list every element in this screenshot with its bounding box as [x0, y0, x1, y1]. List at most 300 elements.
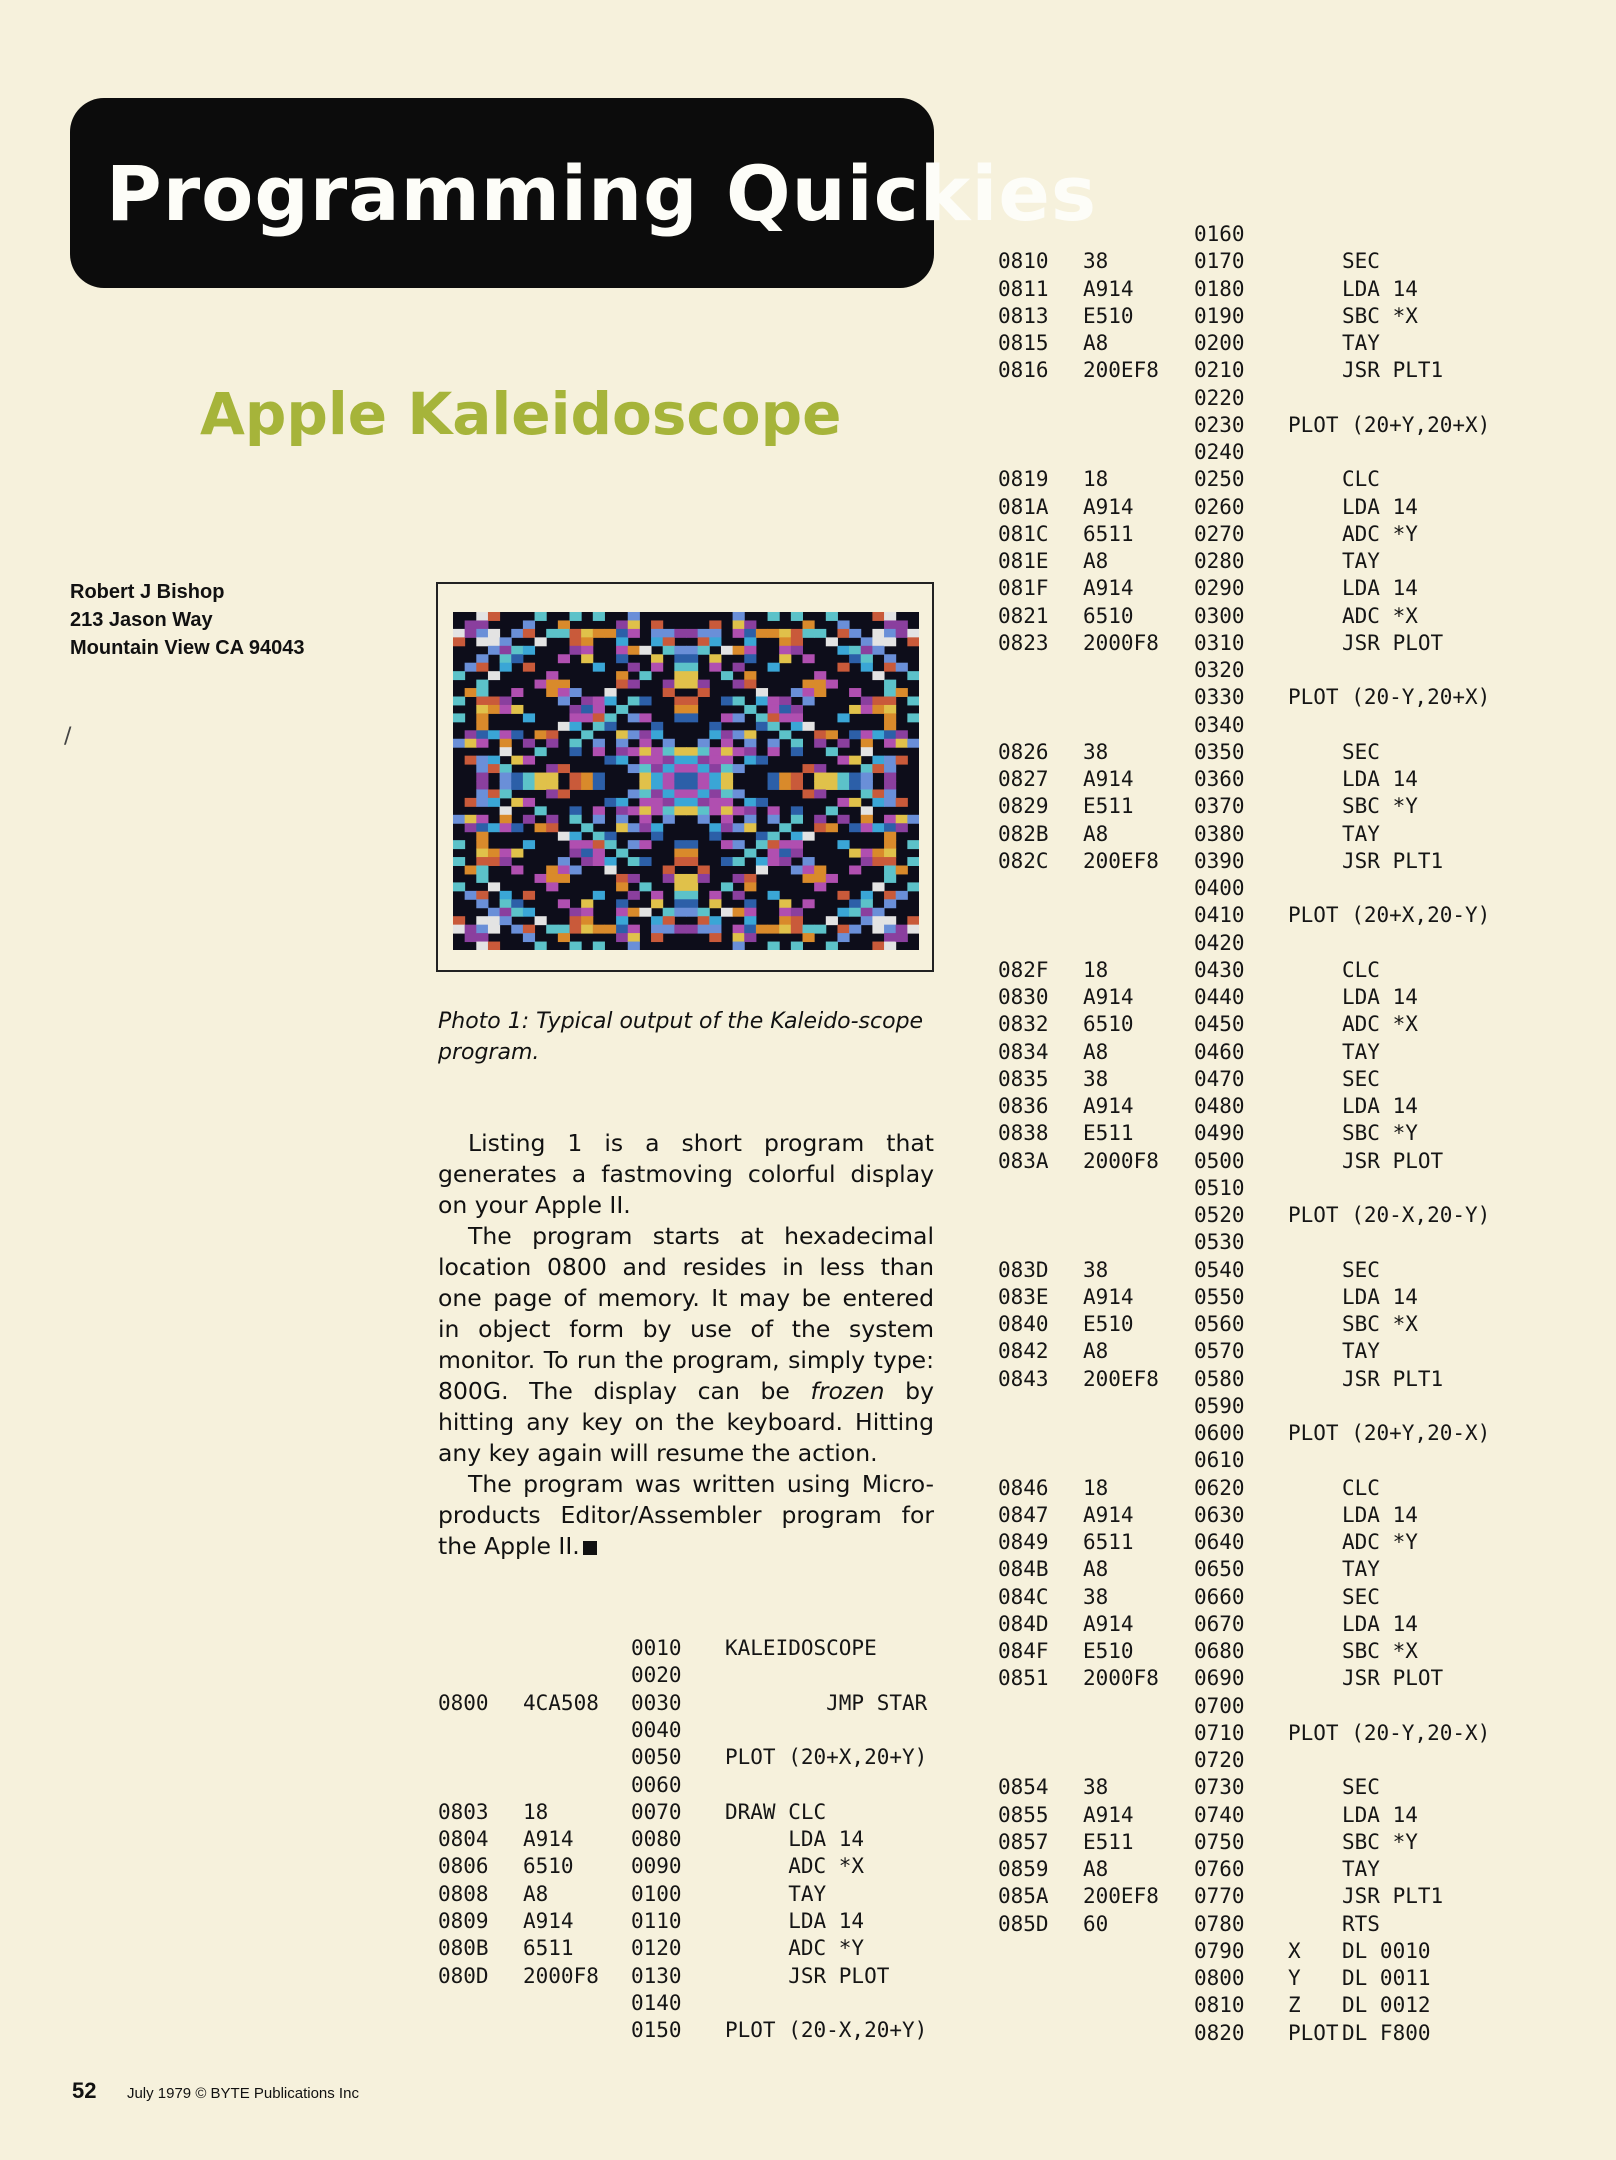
mosaic-tile: [872, 908, 884, 917]
listing-source: PLOT (20-X,20+Y): [725, 2018, 928, 2043]
mosaic-tile: [476, 739, 488, 748]
mosaic-tile: [593, 629, 605, 638]
mosaic-tile: [558, 688, 570, 697]
listing-object-code: A914: [1083, 1802, 1134, 1827]
mosaic-tile: [884, 730, 896, 739]
mosaic-tile: [616, 756, 628, 765]
mosaic-tile: [849, 654, 861, 663]
mosaic-tile: [744, 925, 756, 934]
mosaic-tile: [849, 688, 861, 697]
mosaic-tile: [826, 781, 838, 790]
mosaic-tile: [593, 612, 605, 621]
mosaic-tile: [651, 620, 663, 629]
mosaic-tile: [616, 874, 628, 883]
mosaic-tile: [721, 882, 733, 891]
mosaic-tile: [604, 866, 616, 875]
mosaic-tile: [523, 798, 535, 807]
mosaic-tile: [884, 925, 896, 934]
mosaic-tile: [826, 823, 838, 832]
mosaic-tile: [698, 680, 710, 689]
listing-line-number: 0720: [1194, 1748, 1245, 1772]
mosaic-tile: [884, 857, 896, 866]
mosaic-tile: [628, 697, 640, 706]
listing-label: PLOT: [1288, 2020, 1339, 2045]
mosaic-tile: [861, 806, 873, 815]
mosaic-tile: [535, 773, 547, 782]
listing-line-number: 0770: [1194, 1884, 1245, 1909]
mosaic-tile: [721, 756, 733, 765]
mosaic-tile: [803, 832, 815, 841]
listing-line-number: 0470: [1194, 1066, 1245, 1091]
mosaic-tile: [768, 663, 780, 672]
mosaic-tile: [639, 815, 651, 824]
mosaic-tile: [663, 781, 675, 790]
mosaic-tile: [896, 730, 908, 739]
mosaic-tile: [884, 798, 896, 807]
listing-address: 0830: [998, 985, 1049, 1009]
listing-source: CLC: [1342, 1475, 1380, 1500]
mosaic-tile: [709, 916, 721, 925]
mosaic-tile: [721, 806, 733, 815]
mosaic-tile: [698, 866, 710, 875]
listing-line-number: 0120: [631, 1936, 682, 1961]
mosaic-tile: [604, 629, 616, 638]
mosaic-tile: [465, 756, 477, 765]
mosaic-tile: [581, 654, 593, 663]
mosaic-tile: [896, 815, 908, 824]
mosaic-tile: [546, 882, 558, 891]
mosaic-tile: [476, 713, 488, 722]
mosaic-tile: [535, 806, 547, 815]
mosaic-tile: [581, 781, 593, 790]
listing-line-number: 0260: [1194, 494, 1245, 519]
mosaic-tile: [628, 730, 640, 739]
listing-address: 081E: [998, 549, 1049, 573]
listing-address: 0855: [998, 1802, 1049, 1827]
mosaic-tile: [453, 637, 465, 646]
mosaic-tile: [500, 899, 512, 908]
mosaic-tile: [814, 925, 826, 934]
mosaic-tile: [733, 747, 745, 756]
listing-line-number: 0030: [631, 1690, 682, 1715]
listing-address: 083E: [998, 1284, 1049, 1309]
mosaic-tile: [500, 705, 512, 714]
listing-source: LDA 14: [1342, 1611, 1418, 1636]
mosaic-tile: [546, 781, 558, 790]
mosaic-tile: [663, 773, 675, 782]
mosaic-tile: [803, 866, 815, 875]
mosaic-tile: [581, 773, 593, 782]
listing-line-number: 0590: [1194, 1393, 1245, 1418]
mosaic-tile: [616, 933, 628, 942]
listing-line-number: 0580: [1194, 1366, 1245, 1391]
mosaic-tile: [651, 823, 663, 832]
mosaic-tile: [651, 832, 663, 841]
listing-address: 0843: [998, 1366, 1049, 1391]
listing-address: 081C: [998, 521, 1049, 546]
mosaic-tile: [698, 908, 710, 917]
listing-source: PLOT (20+X,20+Y): [725, 1745, 928, 1770]
mosaic-tile: [896, 866, 908, 875]
listing-line-number: 0630: [1194, 1502, 1245, 1527]
mosaic-tile: [570, 747, 582, 756]
mosaic-tile: [558, 620, 570, 629]
listing-source: SEC: [1342, 1775, 1380, 1800]
mosaic-tile: [721, 857, 733, 866]
listing-line-number: 0680: [1194, 1639, 1245, 1663]
mosaic-tile: [709, 781, 721, 790]
mosaic-tile: [628, 891, 640, 900]
mosaic-tile: [686, 654, 698, 663]
mosaic-tile: [756, 925, 768, 934]
mosaic-tile: [639, 739, 651, 748]
mosaic-tile: [488, 637, 500, 646]
listing-label: Z: [1288, 1993, 1301, 2018]
mosaic-tile: [628, 620, 640, 629]
mosaic-tile: [709, 756, 721, 765]
mosaic-tile: [535, 916, 547, 925]
mosaic-tile: [476, 866, 488, 875]
listing-object-code: E510: [1083, 1639, 1134, 1663]
mosaic-tile: [849, 705, 861, 714]
mosaic-tile: [663, 806, 675, 815]
mosaic-tile: [884, 713, 896, 722]
mosaic-tile: [861, 646, 873, 655]
mosaic-tile: [593, 722, 605, 731]
listing-line-number: 0600: [1194, 1421, 1245, 1445]
listing-line-number: 0510: [1194, 1175, 1245, 1200]
mosaic-tile: [558, 764, 570, 773]
mosaic-tile: [721, 823, 733, 832]
author-street: 213 Jason Way: [70, 609, 213, 631]
mosaic-tile: [651, 747, 663, 756]
mosaic-tile: [663, 688, 675, 697]
listing-line-number: 0060: [631, 1772, 682, 1797]
mosaic-tile: [709, 764, 721, 773]
mosaic-tile: [686, 899, 698, 908]
listing-object-code: A914: [1083, 576, 1134, 601]
mosaic-tile: [558, 874, 570, 883]
mosaic-tile: [814, 680, 826, 689]
mosaic-tile: [546, 925, 558, 934]
mosaic-tile: [733, 908, 745, 917]
listing-label: PLOT (20+Y,20-X): [1288, 1421, 1491, 1445]
mosaic-tile: [593, 747, 605, 756]
mosaic-tile: [896, 925, 908, 934]
mosaic-tile: [744, 671, 756, 680]
mosaic-tile: [558, 680, 570, 689]
mosaic-tile: [814, 629, 826, 638]
listing-line-number: 0070: [631, 1799, 682, 1824]
mosaic-tile: [849, 629, 861, 638]
mosaic-tile: [511, 899, 523, 908]
mosaic-tile: [476, 832, 488, 841]
mosaic-tile: [768, 705, 780, 714]
mosaic-tile: [616, 637, 628, 646]
mosaic-tile: [698, 806, 710, 815]
listing-line-number: 0500: [1194, 1148, 1245, 1173]
mosaic-tile: [511, 866, 523, 875]
listing-line-number: 0100: [631, 1881, 682, 1906]
mosaic-tile: [733, 789, 745, 798]
mosaic-tile: [476, 629, 488, 638]
listing-address: 0800: [438, 1690, 489, 1715]
mosaic-tile: [814, 764, 826, 773]
mosaic-tile: [861, 908, 873, 917]
mosaic-tile: [744, 646, 756, 655]
mosaic-tile: [803, 925, 815, 934]
mosaic-tile: [616, 815, 628, 824]
listing-line-number: 0020: [631, 1663, 682, 1688]
listing-source: SBC *Y: [1342, 794, 1418, 819]
mosaic-tile: [616, 620, 628, 629]
mosaic-tile: [488, 789, 500, 798]
mosaic-tile: [884, 789, 896, 798]
mosaic-tile: [756, 832, 768, 841]
mosaic-tile: [651, 899, 663, 908]
mosaic-tile: [570, 688, 582, 697]
mosaic-tile: [768, 773, 780, 782]
mosaic-tile: [756, 722, 768, 731]
listing-line-number: 0180: [1194, 276, 1245, 301]
listing-line-number: 0090: [631, 1854, 682, 1879]
mosaic-tile: [511, 908, 523, 917]
listing-label: PLOT (20-Y,20-X): [1288, 1720, 1491, 1745]
listing-source: JSR PLT1: [1342, 1884, 1444, 1909]
listing-line-number: 0050: [631, 1745, 682, 1770]
mosaic-tile: [826, 806, 838, 815]
listing-line-number: 0040: [631, 1717, 682, 1742]
mosaic-tile: [651, 773, 663, 782]
mosaic-tile: [733, 620, 745, 629]
mosaic-tile: [884, 874, 896, 883]
mosaic-tile: [896, 891, 908, 900]
mosaic-tile: [861, 823, 873, 832]
mosaic-tile: [837, 815, 849, 824]
mosaic-tile: [593, 713, 605, 722]
mosaic-tile: [686, 646, 698, 655]
mosaic-tile: [570, 840, 582, 849]
mosaic-tile: [791, 908, 803, 917]
mosaic-tile: [698, 764, 710, 773]
mosaic-tile: [744, 756, 756, 765]
listing-object-code: A914: [1083, 494, 1134, 519]
mosaic-tile: [837, 798, 849, 807]
mosaic-tile: [511, 925, 523, 934]
mosaic-tile: [733, 680, 745, 689]
mosaic-tile: [628, 680, 640, 689]
mosaic-tile: [849, 730, 861, 739]
footer-text: July 1979 © BYTE Publications Inc: [126, 2085, 359, 2102]
mosaic-tile: [674, 798, 686, 807]
listing-source: TAY: [1342, 549, 1380, 573]
mosaic-tile: [511, 629, 523, 638]
mosaic-tile: [709, 722, 721, 731]
listing-line-number: 0220: [1194, 385, 1245, 410]
mosaic-tile: [476, 874, 488, 883]
mosaic-tile: [791, 688, 803, 697]
mosaic-tile: [558, 629, 570, 638]
listing-line-number: 0210: [1194, 358, 1245, 383]
mosaic-tile: [500, 781, 512, 790]
mosaic-tile: [628, 942, 640, 950]
mosaic-tile: [651, 925, 663, 934]
listing-line-number: 0320: [1194, 658, 1245, 682]
listing-object-code: A914: [1083, 767, 1134, 791]
listing-source: LDA 14: [1342, 576, 1418, 601]
mosaic-tile: [709, 891, 721, 900]
mosaic-tile: [744, 806, 756, 815]
listing-line-number: 0690: [1194, 1666, 1245, 1691]
mosaic-tile: [570, 646, 582, 655]
mosaic-tile: [896, 688, 908, 697]
mosaic-tile: [476, 637, 488, 646]
mosaic-tile: [616, 849, 628, 858]
listing-object-code: 18: [1083, 1475, 1109, 1500]
mosaic-tile: [837, 646, 849, 655]
mosaic-tile: [686, 806, 698, 815]
mosaic-tile: [721, 747, 733, 756]
listing-address: 0810: [998, 249, 1049, 274]
mosaic-tile: [581, 857, 593, 866]
mosaic-tile: [465, 739, 477, 748]
mosaic-tile: [465, 933, 477, 942]
mosaic-tile: [826, 916, 838, 925]
listing-line-number: 0440: [1194, 985, 1245, 1009]
mosaic-tile: [756, 629, 768, 638]
mosaic-tile: [861, 773, 873, 782]
mosaic-tile: [453, 925, 465, 934]
listing-object-code: 38: [1083, 739, 1109, 764]
mosaic-tile: [709, 899, 721, 908]
mosaic-tile: [744, 815, 756, 824]
mosaic-tile: [663, 866, 675, 875]
listing-source: TAY: [725, 1881, 827, 1906]
mosaic-tile: [523, 933, 535, 942]
mosaic-tile: [826, 874, 838, 883]
mosaic-tile: [779, 773, 791, 782]
mosaic-tile: [511, 705, 523, 714]
mosaic-tile: [861, 815, 873, 824]
mosaic-tile: [476, 823, 488, 832]
mosaic-tile: [733, 806, 745, 815]
listing-line-number: 0420: [1194, 930, 1245, 955]
listing-line-number: 0350: [1194, 739, 1245, 764]
listing-object-code: 6510: [523, 1854, 574, 1879]
mosaic-tile: [663, 756, 675, 765]
mosaic-tile: [849, 781, 861, 790]
mosaic-tile: [663, 789, 675, 798]
listing-address: 0804: [438, 1827, 489, 1852]
mosaic-tile: [558, 832, 570, 841]
mosaic-tile: [779, 916, 791, 925]
mosaic-tile: [674, 654, 686, 663]
mosaic-tile: [768, 806, 780, 815]
listing-line-number: 0300: [1194, 603, 1245, 628]
listing-source: SBC *Y: [1342, 1829, 1418, 1854]
listing-object-code: 6511: [523, 1936, 574, 1961]
listing-line-number: 0270: [1194, 521, 1245, 546]
listing-line-number: 0160: [1194, 222, 1245, 246]
mosaic-tile: [849, 646, 861, 655]
listing-line-number: 0640: [1194, 1530, 1245, 1554]
mosaic-tile: [500, 815, 512, 824]
mosaic-tile: [837, 663, 849, 672]
mosaic-tile: [546, 866, 558, 875]
mosaic-tile: [686, 713, 698, 722]
mosaic-tile: [884, 849, 896, 858]
mosaic-tile: [570, 781, 582, 790]
listing-line-number: 0140: [631, 1990, 682, 2015]
mosaic-tile: [523, 840, 535, 849]
mosaic-tile: [674, 713, 686, 722]
mosaic-tile: [488, 916, 500, 925]
mosaic-tile: [686, 663, 698, 672]
listing-source: SBC *X: [1342, 303, 1418, 328]
mosaic-tile: [616, 705, 628, 714]
listing-line-number: 0370: [1194, 794, 1245, 819]
mosaic-tile: [674, 747, 686, 756]
mosaic-tile: [604, 697, 616, 706]
mosaic-tile: [616, 916, 628, 925]
mosaic-tile: [581, 916, 593, 925]
mosaic-tile: [907, 713, 919, 722]
mosaic-tile: [872, 823, 884, 832]
listing-line-number: 0810: [1194, 1993, 1245, 2018]
mosaic-tile: [616, 908, 628, 917]
mosaic-tile: [639, 756, 651, 765]
listing-line-number: 0080: [631, 1827, 682, 1852]
listing-address: 082C: [998, 848, 1049, 873]
mosaic-tile: [849, 756, 861, 765]
listing-object-code: 60: [1083, 1911, 1109, 1936]
mosaic-tile: [465, 629, 477, 638]
mosaic-tile: [535, 781, 547, 790]
mosaic-tile: [907, 840, 919, 849]
mosaic-tile: [465, 688, 477, 697]
listing-source: TAY: [1342, 331, 1380, 355]
mosaic-tile: [884, 629, 896, 638]
listing-line-number: 0130: [631, 1963, 682, 1988]
mosaic-tile: [500, 646, 512, 655]
listing-source: TAY: [1342, 1039, 1380, 1064]
mosaic-tile: [674, 908, 686, 917]
listing-line-number: 0520: [1194, 1203, 1245, 1227]
mosaic-tile: [721, 773, 733, 782]
mosaic-tile: [663, 739, 675, 748]
listing-object-code: A914: [1083, 1502, 1134, 1527]
mosaic-tile: [744, 654, 756, 663]
mosaic-tile: [768, 891, 780, 900]
listing-source: DL 0012: [1342, 1993, 1431, 2018]
mosaic-tile: [837, 840, 849, 849]
mosaic-tile: [779, 840, 791, 849]
mosaic-tile: [791, 840, 803, 849]
listing-object-code: E511: [1083, 1829, 1134, 1854]
mosaic-tile: [674, 663, 686, 672]
mosaic-tile: [570, 806, 582, 815]
listing-object-code: 2000F8: [1083, 1666, 1159, 1691]
mosaic-tile: [721, 646, 733, 655]
mosaic-tile: [849, 798, 861, 807]
mosaic-tile: [476, 773, 488, 782]
mosaic-tile: [698, 798, 710, 807]
listing-line-number: 0790: [1194, 1938, 1245, 1963]
mosaic-tile: [628, 806, 640, 815]
mosaic-tile: [768, 832, 780, 841]
mosaic-tile: [651, 629, 663, 638]
listing-label: Y: [1288, 1966, 1301, 1990]
